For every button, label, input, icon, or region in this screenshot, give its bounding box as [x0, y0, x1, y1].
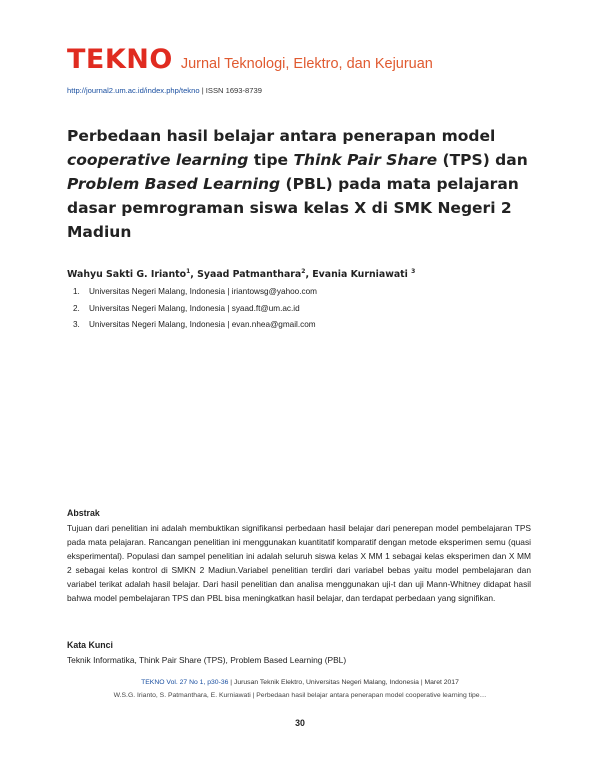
author-affil-mark: 2: [301, 268, 306, 275]
affiliation-number: 3.: [73, 320, 80, 329]
journal-brand: TEKNO: [67, 44, 173, 75]
issn-text: | ISSN 1693-8739: [201, 86, 262, 95]
title-part: (PBL) pada mata pelajaran dasar pemrograman siswa kelas X di SMK Negeri 2 Madiun: [67, 175, 519, 241]
footer-citation: [0, 679, 600, 686]
footer-citation-rest: | Jurusan Teknik Elektro, Universitas Negeri Malang, Indonesia | Maret 2017: [228, 679, 459, 686]
affiliation-text: Universitas Negeri Malang, Indonesia | iriantowsg@yahoo.com: [89, 287, 317, 296]
author-sep: ,: [190, 269, 198, 281]
author-name: Evania Kurniawati: [312, 269, 412, 281]
affiliation-text: Universitas Negeri Malang, Indonesia | syaad.ft@um.ac.id: [89, 303, 300, 313]
affiliation-list: [73, 287, 317, 337]
affiliation-text: Universitas Negeri Malang, Indonesia | evan.nhea@gmail.com: [89, 320, 316, 329]
affiliation-number: 2.: [73, 303, 80, 313]
abstract-body: Tujuan dari penelitian ini adalah membuktikan signifikansi perbedaan hasil belajar dari penerepan model pembelajaran TPS pada mata pelajaran. Rancangan penelitian ini menggunakan kuantitatif komparatif dengan metode eksperimen semu (quasi eksperimental). Populasi dan sampel penelitian ini adalah seluruh siswa kelas X MM 1 sebagai kelas eksperimen dan X MM 2 sebagai kelas kontrol di SMKN 2 Madiun.Variabel penelitian terdiri dari variabel bebas yaitu model pembelajaran dan variabel terikat adalah hasil belajar. Dari hasil penelitian dan analisa menggunakan uji-t dan uji Mann-Whitney didapat hasil bahwa model pembelajaran TPS dan PBL bisa meningkatkan hasil belajar, dan terdapat perbedaan yang signifikan.: [67, 523, 531, 603]
author-sep: ,: [305, 269, 313, 281]
affiliation-item: [73, 320, 317, 337]
title-italic: Think Pair Share: [293, 151, 438, 169]
footer-citation-volume: TEKNO Vol. 27 No 1, p30-36: [141, 679, 229, 686]
author-name: Wahyu Sakti G. Irianto: [67, 269, 187, 281]
title-part: (TPS) dan: [437, 151, 528, 169]
keywords-body: Teknik Informatika, Think Pair Share (TPS), Problem Based Learning (PBL): [67, 655, 347, 665]
journal-url-line: [67, 86, 262, 95]
affiliation-item: [73, 287, 317, 304]
journal-masthead: [67, 44, 433, 75]
footer-running-head: W.S.G. Irianto, S. Patmanthara, E. Kurniawati | Perbedaan hasil belajar antara penerapan model cooperative learning tipe…: [113, 692, 487, 699]
keywords-heading: Kata Kunci: [67, 640, 113, 650]
journal-url-link[interactable]: http://journal2.um.ac.id/index.php/tekno: [67, 86, 200, 95]
author-affil-mark: 1: [186, 268, 191, 275]
page-number: 30: [295, 718, 305, 728]
paper-title: [67, 124, 537, 244]
author-list: [67, 268, 415, 280]
abstract-heading: Abstrak: [67, 508, 100, 518]
author-affil-mark: 3: [411, 268, 416, 275]
title-part: tipe: [248, 151, 294, 169]
author-name: Syaad Patmanthara: [197, 269, 302, 281]
affiliation-item: [73, 304, 317, 321]
title-italic: Problem Based Learning: [67, 175, 281, 193]
affiliation-number: 1.: [73, 287, 80, 296]
journal-name: Jurnal Teknologi, Elektro, dan Kejuruan: [180, 56, 433, 72]
title-part: Perbedaan hasil belajar antara penerapan model: [67, 127, 496, 145]
title-italic: cooperative learning: [67, 151, 249, 169]
